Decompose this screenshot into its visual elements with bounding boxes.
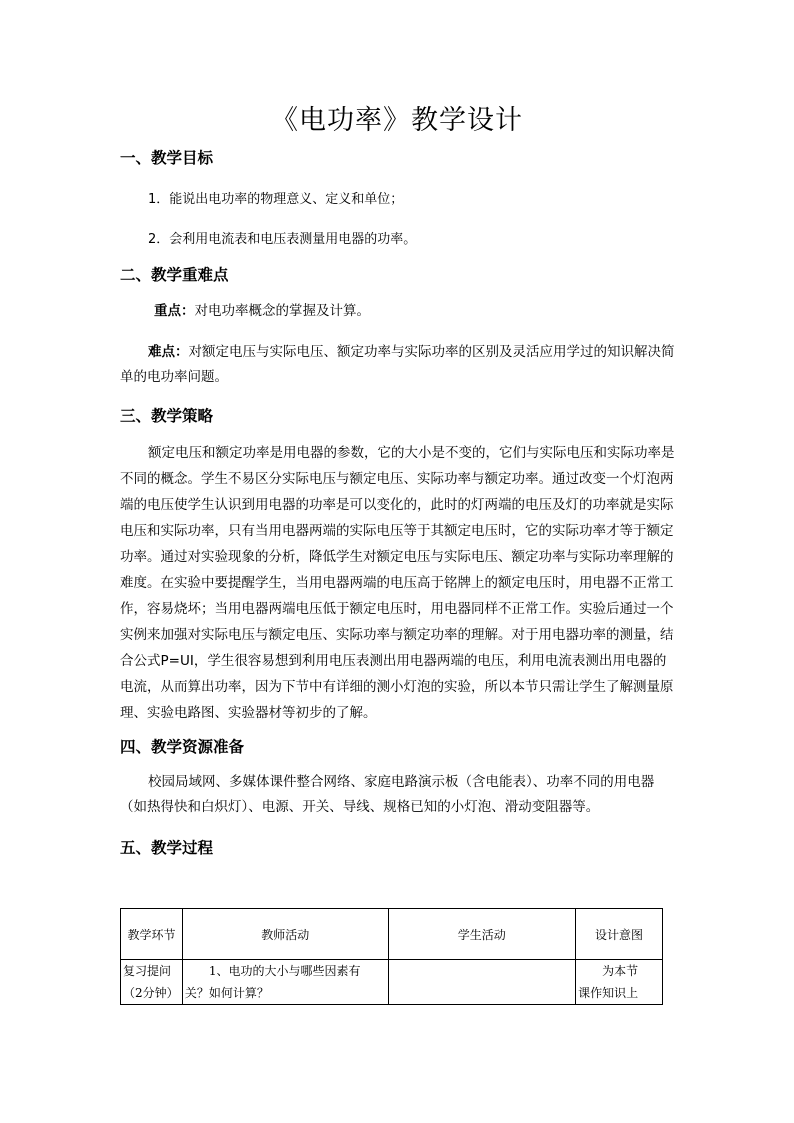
strategy-paragraph: 额定电压和额定功率是用电器的参数，它的大小是不变的，它们与实际电压和实际功率是不同的概念。学生不易区分实际电压与额定电压、实际功率与额定功率。通过改变一个灯泡两端的电压使学生认识到用电器的功率是可以变化的，此时的灯两端的电压及灯的功率就是实际电压和实际功率，只有当用电器两端的实际电压等于其额定电压时，它的实际功率才等于额定功率。通过对实验现象的分析，降低学生对额定电压与实际电压、额定功率与实际功率理解的难度。在实验中要提醒学生，当用电器两端的电压高于铭牌上的额定电压时，用电器不正常工作，容易烧坏；当用电器两端电压低于额定电压时，用电器同样不正常工作。实验后通过一个实例来加强对实际电压与额定电压、实际功率与额定功率的理解。对于用电器功率的测量，结合公式P=UI，学生很容易想到利用电压表测出用电器两端的电压，利用电流表测出用电器的电流，从而算出功率，因为下节中有详细的测小灯泡的实验，所以本节只需让学生了解测量原理、实验电路图、实验器材等初步的了解。	[120, 445, 675, 721]
key-point-text: 对电功率概念的掌握及计算。	[194, 303, 370, 319]
table-header-row	[121, 909, 663, 960]
intent-line-2: 课作知识上	[578, 986, 639, 1000]
teacher-line-1: 1、电功的大小与哪些因素有	[208, 964, 361, 978]
header-stage: 教学环节	[121, 909, 183, 960]
cell-student-activity	[388, 960, 576, 1005]
cell-design-intent	[576, 960, 663, 1005]
teaching-process-table	[120, 908, 663, 1005]
header-student-activity: 学生活动	[388, 909, 576, 960]
difficulty-paragraph	[120, 340, 676, 390]
goal-item-1: 1．能说出电功率的物理意义、定义和单位；	[148, 192, 404, 207]
document-title: 《电功率》教学设计	[271, 105, 523, 136]
section-heading-strategy: 三、教学策略	[120, 407, 214, 425]
difficulty-label: 难点：	[148, 344, 189, 360]
header-design-intent: 设计意图	[576, 909, 663, 960]
resources-paragraph: 校园局域网、多媒体课件整合网络、家庭电路演示板（含电能表）、功率不同的用电器（如热得快和白炽灯）、电源、开关、导线、规格已知的小灯泡、滑动变阻器等。	[120, 774, 655, 815]
teacher-line-2: 关？如何计算？	[184, 986, 269, 1000]
cell-stage	[121, 960, 183, 1005]
table-row	[121, 960, 663, 1005]
key-point-paragraph	[120, 299, 676, 324]
section-heading-process: 五、教学过程	[120, 839, 214, 857]
header-teacher-activity: 教师活动	[182, 909, 388, 960]
goal-item-2: 2．会利用电流表和电压表测量用电器的功率。	[148, 232, 417, 247]
stage-line-2: （2分钟）	[123, 986, 179, 1000]
intent-line-1: 为本节	[602, 964, 639, 978]
section-heading-key-points: 二、教学重难点	[120, 266, 229, 284]
section-heading-resources: 四、教学资源准备	[120, 738, 245, 756]
stage-line-1: 复习提问	[123, 964, 172, 978]
difficulty-text: 对额定电压与实际电压、额定功率与实际功率的区别及灵活应用学过的知识解决简单的电功率问题。	[120, 344, 675, 385]
section-heading-goals: 一、教学目标	[120, 149, 214, 167]
cell-teacher-activity	[182, 960, 388, 1005]
key-point-label: 重点：	[154, 303, 195, 319]
